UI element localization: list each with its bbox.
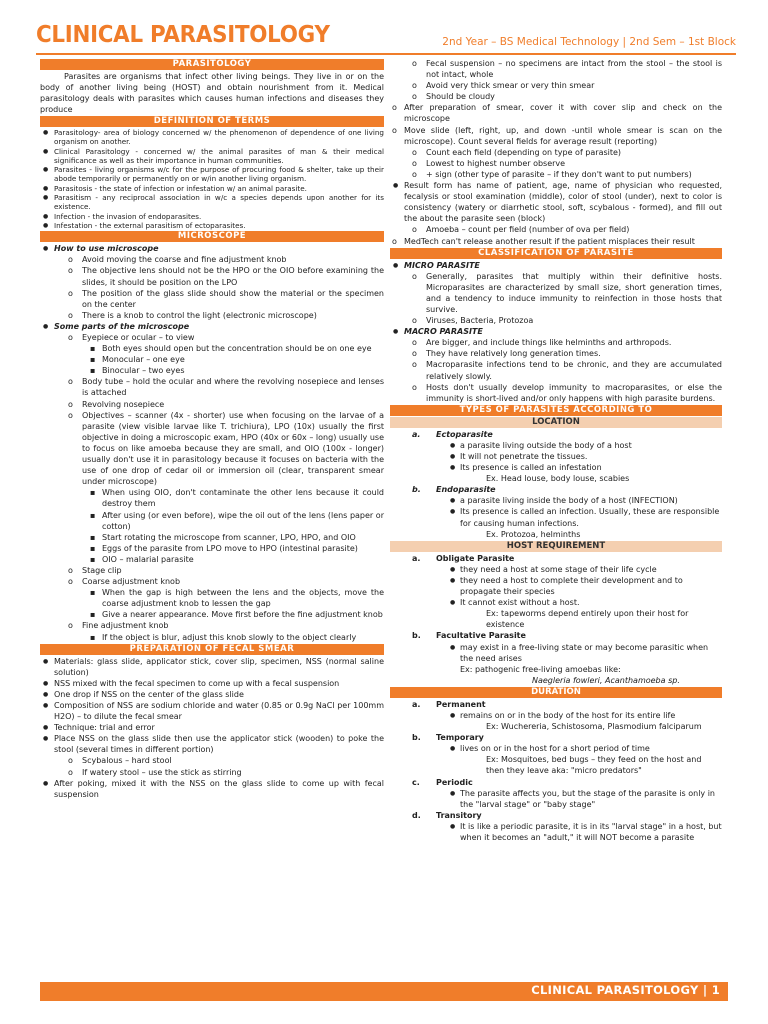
- letter-a: a.: [412, 699, 421, 709]
- page-subtitle: 2nd Year – BS Medical Technology | 2nd Sem – 1st Block: [442, 36, 736, 48]
- section-types: TYPES OF PARASITES ACCORDING TO: [390, 405, 722, 416]
- fecal-item: ● NSS mixed with the fecal specimen to come up with a fecal suspension: [40, 678, 384, 689]
- obligate-example: Ex: tapeworms depend entirely upon their host for existence: [486, 609, 689, 630]
- fecal-item: ● Technique: trial and error: [40, 722, 384, 733]
- micro-item: o Viruses, Bacteria, Protozoa: [390, 315, 722, 326]
- ectoparasite-label: Ectoparasite: [436, 429, 493, 439]
- objectives-sub: ▪ After using (or even before), wipe the oil out of the lens (lens paper or cotton): [40, 510, 384, 532]
- obligate-heading: [390, 553, 722, 564]
- letter-a: a.: [412, 553, 421, 563]
- transitory-label: Transitory: [436, 810, 482, 820]
- definition-item: ● Infestation - the external parasitism of ectoparasites.: [40, 221, 384, 230]
- macro-parasite-item: [390, 326, 722, 337]
- how-item: o There is a knob to control the light (electronic microscope): [40, 310, 384, 321]
- stool-item: o Scybalous – hard stool: [40, 755, 384, 766]
- permanent-label: Permanent: [436, 699, 486, 709]
- macro-parasite-heading: MACRO PARASITE: [404, 327, 483, 337]
- intro-paragraph: Parasites are organisms that infect other living beings. They live in or on the body of another living being (HOST) and obtain nourishment from it. Medical parasitology deals with parasites which causes human infections and diseases they produce: [40, 72, 384, 114]
- fecal-list: [40, 656, 384, 800]
- fecal-item: ● One drop if NSS on the center of the glass slide: [40, 689, 384, 700]
- objectives-sub: ▪ OIO – malarial parasite: [40, 554, 384, 565]
- footer-label: CLINICAL PARASITOLOGY | 1: [531, 983, 720, 997]
- obligate-label: Obligate Parasite: [436, 553, 515, 563]
- parts-item: [40, 321, 384, 332]
- right-column: [390, 58, 722, 843]
- section-definition: DEFINITION OF TERMS: [40, 116, 384, 127]
- subsection-duration: DURATION: [390, 687, 722, 698]
- coarse-sub: ▪ Give a nearer appearance. Move first before the fine adjustment knob: [40, 609, 384, 620]
- micro-item: o Generally, parasites that multiply within their definitive hosts. Microparasites are characterized by small size, short generation times, and a tendency to induce immunity to reinfection in those hosts that survive.: [390, 271, 722, 315]
- ectoparasite-heading: [390, 429, 722, 440]
- obligate-item: ● they need a host to complete their development and to propagate their species: [390, 575, 722, 597]
- amoeba-item: o Amoeba – count per field (number of ova per field): [390, 224, 722, 235]
- definition-list: [40, 128, 384, 230]
- temporary-example: Ex: Mosquitoes, bed bugs – they feed on the host and then they leave aka: "micro predators": [486, 755, 702, 776]
- stool-item: o If watery stool – use the stick as stirring: [40, 767, 384, 778]
- fecal-item: ● Composition of NSS are sodium chloride and water (0.85 or 0.9g NaCl per 100mm H2O) – to dilute the fecal smear: [40, 700, 384, 722]
- letter-b: b.: [412, 485, 421, 495]
- part-objectives: o Objectives – scanner (4x - shorter) use when focusing on the larvae of a parasite (view visible larvae like T. trichiura), LPO (10x) usually the first objective in doing a microscopic exam, HPO (40x or 60x – long) usually use to focus on like amoeba because they are small, and OIO (100x - longer) usually don't use it in parasitology because it focuses on bacteria with the use of one drop of cedar oil or immersion oil (clear, transparent smear under microscope): [40, 410, 384, 488]
- permanent-heading: [390, 699, 722, 710]
- fine-sub: ▪ If the object is blur, adjust this knob slowly to the object clearly: [40, 632, 384, 643]
- fecal-item: ● Materials: glass slide, applicator stick, cover slip, specimen, NSS (normal saline solution): [40, 656, 384, 678]
- part-coarse: o Coarse adjustment knob: [40, 576, 384, 587]
- ecto-item: ● Its presence is called an infestation: [390, 462, 722, 473]
- fecal-continued-list: [390, 58, 722, 247]
- ecto-item: ● It will not penetrate the tissues.: [390, 451, 722, 462]
- fecal-item: ● Place NSS on the glass slide then use the applicator stick (wooden) to poke the stool (several times in different portion): [40, 733, 384, 755]
- temporary-item: ● lives on or in the host for a short period of time: [390, 743, 722, 754]
- temporary-label: Temporary: [436, 733, 484, 743]
- definition-item: ● Parasites - living organisms w/c for the purpose of procuring food & shelter, take up their abode temporarily or permanently on or w/in another living organism.: [40, 165, 384, 184]
- subsection-location: LOCATION: [390, 417, 722, 428]
- ecto-example: Ex. Head louse, body louse, scabies: [486, 474, 630, 484]
- definition-item: ● Parasitology- area of biology concerned w/ the phenomenon of dependence of one living organism on another.: [40, 128, 384, 147]
- microscope-list: [40, 243, 384, 642]
- letter-c: c.: [412, 777, 420, 787]
- section-fecal-smear: PREPARATION OF FECAL SMEAR: [40, 644, 384, 655]
- eyepiece-sub: ▪ Both eyes should open but the concentration should be on one eye: [40, 343, 384, 354]
- letter-d: d.: [412, 810, 421, 820]
- endoparasite-label: Endoparasite: [436, 485, 496, 495]
- periodic-label: Periodic: [436, 777, 473, 787]
- facultative-example-species: Naegleria fowleri, Acanthamoeba sp.: [532, 675, 680, 685]
- part-body-tube: o Body tube – hold the ocular and where the revolving nosepiece and lenses is attached: [40, 376, 384, 398]
- endo-item: ● a parasite living inside the body of a host (INFECTION): [390, 495, 722, 506]
- objectives-sub: ▪ When using OIO, don't contaminate the other lens because it could destroy them: [40, 487, 384, 509]
- move-slide-item: o Move slide (left, right, up, and down -until whole smear is scan on the microscope). Count several fields for average result (reporting): [390, 125, 722, 147]
- periodic-heading: [390, 777, 722, 788]
- location-block: [390, 429, 722, 540]
- how-to-use-heading: How to use microscope: [54, 244, 159, 254]
- how-to-use-item: [40, 243, 384, 254]
- temporary-heading: [390, 732, 722, 743]
- result-form-item: ● Result form has name of patient, age, name of physician who requested, fecalysis or stool examination (middle), color of stool (under), next to color is consistency (watery or diarrhetic stool, soft, scybalous - formed), and fill out the about the parasite seen (block): [390, 180, 722, 224]
- section-classification: CLASSIFICATION OF PARASITE: [390, 248, 722, 259]
- definition-item: ● Clinical Parasitology - concerned w/ the animal parasites of man & their medical significance as well as their importance in human communities.: [40, 147, 384, 166]
- eyepiece-sub: ▪ Monocular – one eye: [40, 354, 384, 365]
- fecal-item: ● After poking, mixed it with the NSS on the glass slide to come up with fecal suspension: [40, 778, 384, 800]
- obligate-item: ● It cannot exist without a host.: [390, 597, 722, 608]
- ecto-item: ● a parasite living outside the body of a host: [390, 440, 722, 451]
- header-divider: [36, 53, 736, 55]
- part-fine: o Fine adjustment knob: [40, 620, 384, 631]
- part-stage-clip: o Stage clip: [40, 565, 384, 576]
- endo-example: Ex. Protozoa, helminths: [486, 529, 581, 539]
- section-parasitology: PARASITOLOGY: [40, 59, 384, 70]
- facultative-item: ● may exist in a free-living state or may become parasitic when the need arises: [390, 642, 722, 664]
- permanent-example: Ex: Wuchereria, Schistosoma, Plasmodium falciparum: [486, 722, 702, 732]
- objectives-sub: ▪ Start rotating the microscope from scanner, LPO, HPO, and OIO: [40, 532, 384, 543]
- after-prep-item: o After preparation of smear, cover it with cover slip and check on the microscope: [390, 102, 722, 124]
- how-item: o The position of the glass slide should show the material or the specimen on the center: [40, 288, 384, 310]
- medtech-item: o MedTech can't release another result if the patient misplaces their result: [390, 236, 722, 247]
- definition-item: ● Parasitosis - the state of infection or infestation w/ an animal parasite.: [40, 184, 384, 193]
- left-column: [40, 58, 384, 800]
- duration-block: [390, 699, 722, 843]
- endoparasite-heading: [390, 484, 722, 495]
- endo-item: ● Its presence is called an infection. Usually, these are responsible for causing human infections.: [390, 506, 722, 528]
- part-nosepiece: o Revolving nosepiece: [40, 399, 384, 410]
- micro-parasite-item: [390, 260, 722, 271]
- count-item: o Count each field (depending on type of parasite): [390, 147, 722, 158]
- subsection-host: HOST REQUIREMENT: [390, 541, 722, 552]
- coarse-sub: ▪ When the gap is high between the lens and the objects, move the coarse adjustment knob to lessen the gap: [40, 587, 384, 609]
- page-title: CLINICAL PARASITOLOGY: [36, 22, 330, 48]
- macro-item: o They have relatively long generation times.: [390, 348, 722, 359]
- facultative-example: Ex: pathogenic free-living amoebas like:: [460, 664, 621, 674]
- obligate-item: ● they need a host at some stage of their life cycle: [390, 564, 722, 575]
- page-header: [36, 22, 736, 52]
- facultative-heading: [390, 630, 722, 641]
- parts-heading: Some parts of the microscope: [54, 321, 190, 331]
- definition-item: ● Parasitism - any reciprocal association in w/c a species depends upon another for its existence.: [40, 193, 384, 212]
- classification-list: [390, 260, 722, 404]
- section-microscope: MICROSCOPE: [40, 231, 384, 242]
- micro-parasite-heading: MICRO PARASITE: [404, 260, 480, 270]
- macro-item: o Hosts don't usually develop immunity to macroparasites, or else the immunity is short-lived and/or only happens with high parasite burdens.: [390, 382, 722, 404]
- letter-b: b.: [412, 631, 421, 641]
- macro-item: o Are bigger, and include things like helminths and arthropods.: [390, 337, 722, 348]
- facultative-label: Facultative Parasite: [436, 631, 526, 641]
- macro-item: o Macroparasite infections tend to be chronic, and they are accumulated relatively slowly.: [390, 359, 722, 381]
- definition-item: ● Infection - the invasion of endoparasites.: [40, 212, 384, 221]
- host-block: [390, 553, 722, 686]
- how-item: o The objective lens should not be the HPO or the OIO before examining the slides, it should be position on the LPO: [40, 265, 384, 287]
- fecal-cont-item: o Fecal suspension – no specimens are intact from the stool – the stool is not intact, whole: [390, 58, 722, 80]
- how-item: o Avoid moving the coarse and fine adjustment knob: [40, 254, 384, 265]
- letter-b: b.: [412, 733, 421, 743]
- transitory-item: ● It is like a periodic parasite, it is in its "larval stage" in a host, but when it becomes an "adult," it will NOT become a parasite: [390, 821, 722, 843]
- count-item: o Lowest to highest number observe: [390, 158, 722, 169]
- periodic-item: ● The parasite affects you, but the stage of the parasite is only in the "larval stage" or "baby stage": [390, 788, 722, 810]
- letter-a: a.: [412, 429, 421, 439]
- page-footer: [40, 982, 728, 1001]
- eyepiece-sub: ▪ Binocular – two eyes: [40, 365, 384, 376]
- transitory-heading: [390, 810, 722, 821]
- fecal-cont-item: o Should be cloudy: [390, 91, 722, 102]
- count-item: o + sign (other type of parasite – if they don't want to put numbers): [390, 169, 722, 180]
- part-eyepiece: o Eyepiece or ocular – to view: [40, 332, 384, 343]
- objectives-sub: ▪ Eggs of the parasite from LPO move to HPO (intestinal parasite): [40, 543, 384, 554]
- permanent-item: ● remains on or in the body of the host for its entire life: [390, 710, 722, 721]
- fecal-cont-item: o Avoid very thick smear or very thin smear: [390, 80, 722, 91]
